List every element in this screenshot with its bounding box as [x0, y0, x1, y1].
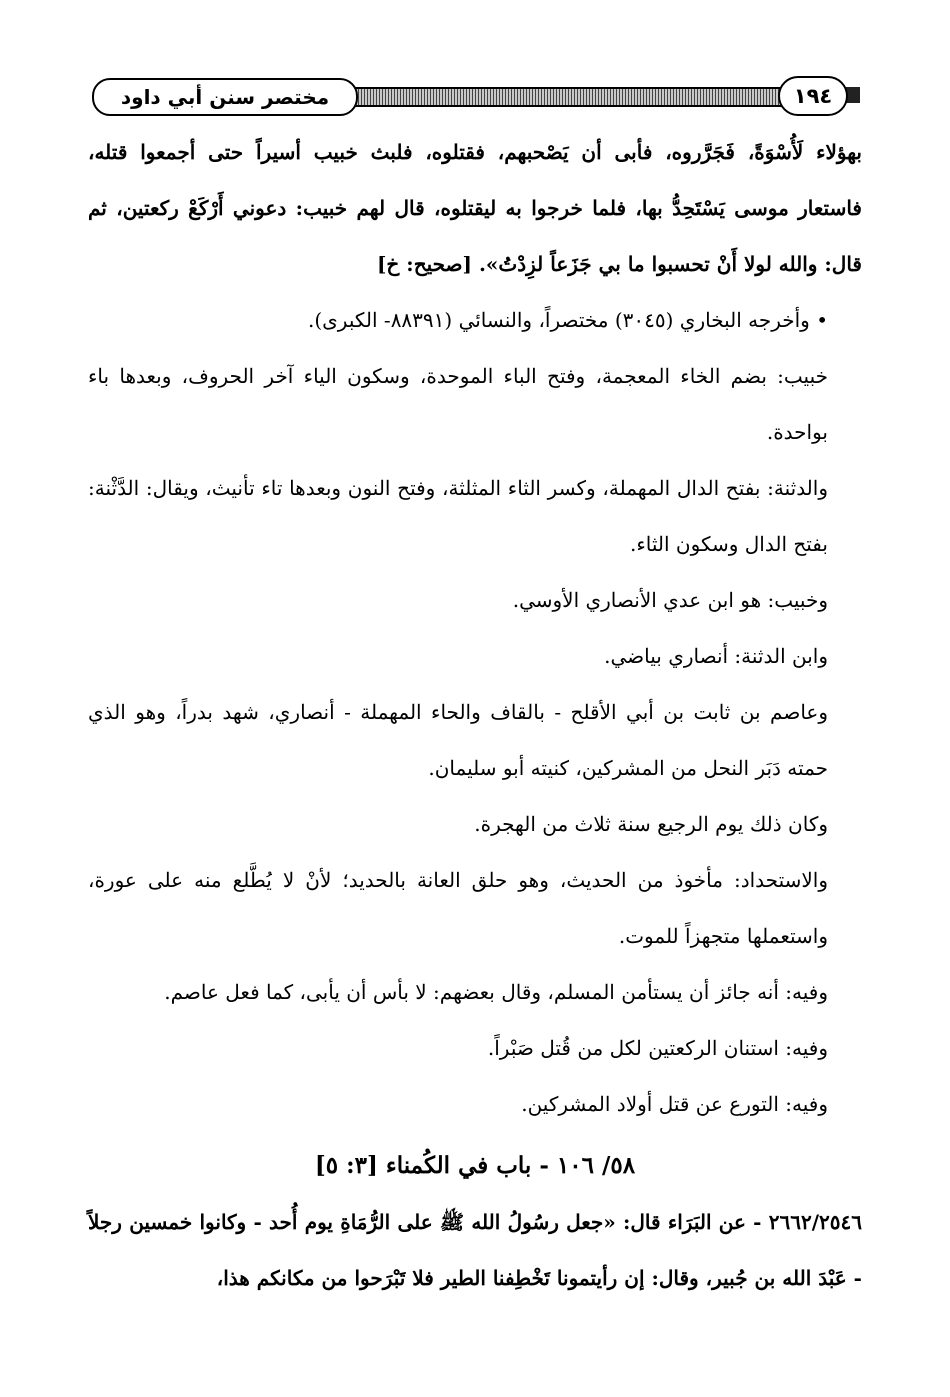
- commentary-paragraph: والاستحداد: مأخوذ من الحديث، وهو حلق العانة بالحديد؛ لأنْ لا يُطَّلع منه على عورة، واستعملها متجهزاً للموت.: [88, 868, 828, 948]
- hadith-text-continued: بهؤلاء لَأُسْوَةً، فَجَرَّروه، فأبى أن يَصْحبهم، فقتلوه، فلبث خبيب أسيراً حتى أجمعوا قتله، فاستعار موسى يَسْتَحِدُّ بها، فلما خرجوا به ليقتلوه، قال لهم خبيب: دعوني أَرْكَعْ ركعتين، ثم قال: والله لولا أَنْ تحسبوا ما بي جَزَعاً لزِدْتُ». [صحيح: خ]: [88, 140, 862, 276]
- header-rule: [352, 87, 800, 107]
- page-body: [88, 124, 862, 1306]
- page-number: ١٩٤: [778, 76, 848, 116]
- commentary-paragraph: وفيه: التورع عن قتل أولاد المشركين.: [521, 1092, 828, 1116]
- commentary-paragraph: وفيه: استنان الركعتين لكل من قُتل صَبْراً.: [487, 1036, 828, 1060]
- book-title: مختصر سنن أبي داود: [92, 78, 358, 116]
- commentary-paragraph: وعاصم بن ثابت بن أبي الأقلح - بالقاف والحاء المهملة - أنصاري، شهد بدراً، وهو الذي حمته دَبَر النحل من المشركين، كنيته أبو سليمان.: [88, 700, 828, 780]
- takhrij-note: • وأخرجه البخاري (٣٠٤٥) مختصراً، والنسائي (٨٨٣٩١- الكبرى).: [307, 308, 828, 332]
- page-header: [90, 76, 860, 120]
- hadith-text: ٢٦٦٢/٢٥٤٦ - عن البَرَاء قال: «جعل رسُولُ الله ﷺ على الرُّمَاةِ يوم أُحد - وكانوا خمسين رجلاً - عَبْدَ الله بن جُبير، وقال: إن رأيتمونا تَخْطِفنا الطير فلا تَبْرَحوا من مكانكم هذا،: [88, 1210, 862, 1290]
- commentary-paragraph: خبيب: بضم الخاء المعجمة، وفتح الباء الموحدة، وسكون الياء آخر الحروف، وبعدها باء بواحدة.: [88, 364, 828, 444]
- commentary-paragraph: وفيه: أنه جائز أن يستأمن المسلم، وقال بعضهم: لا بأس أن يأبى، كما فعل عاصم.: [164, 980, 828, 1004]
- commentary-paragraph: وابن الدثنة: أنصاري بياضي.: [604, 644, 828, 668]
- commentary-paragraph: وخبيب: هو ابن عدي الأنصاري الأوسي.: [512, 588, 828, 612]
- header-rule-end: [846, 87, 860, 103]
- chapter-heading: ٥٨/ ١٠٦ - باب في الكُمناء [٣: ٥]: [314, 1152, 636, 1179]
- commentary-paragraph: والدثنة: بفتح الدال المهملة، وكسر الثاء المثلثة، وفتح النون وبعدها تاء تأنيث، ويقال: الدَّثْنة: بفتح الدال وسكون الثاء.: [88, 476, 828, 556]
- commentary-paragraph: وكان ذلك يوم الرجيع سنة ثلاث من الهجرة.: [474, 812, 828, 836]
